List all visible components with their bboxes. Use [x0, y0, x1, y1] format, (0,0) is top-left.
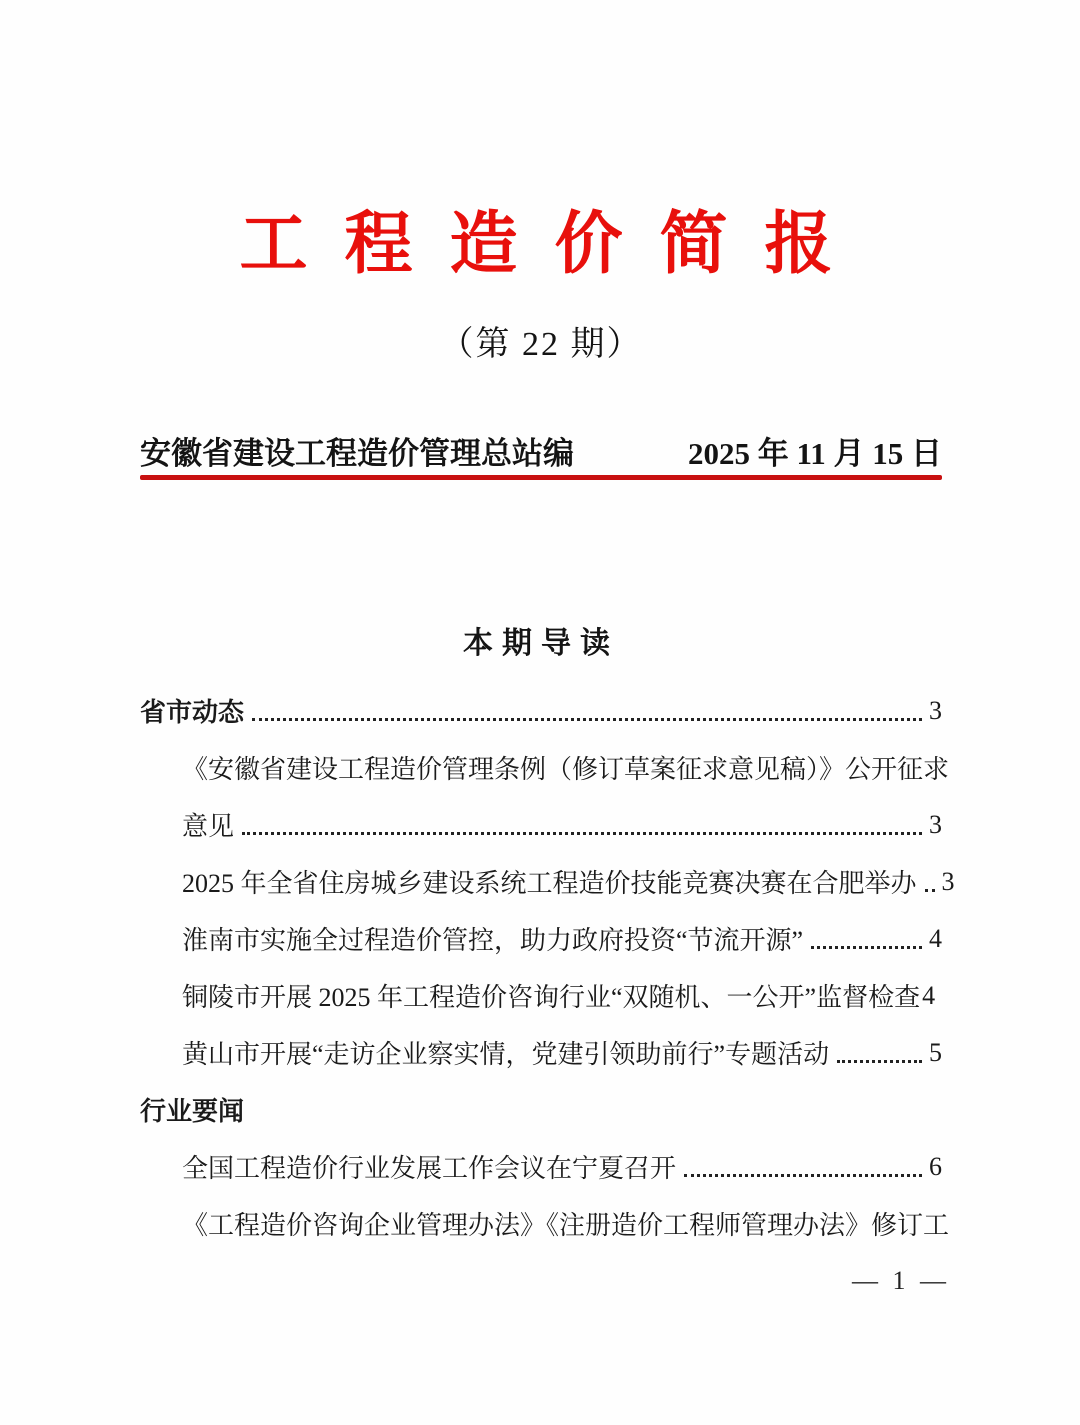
- toc-entry: [182, 1138, 942, 1195]
- editor-name: 安徽省建设工程造价管理总站编: [140, 436, 574, 471]
- toc-entry-text: 行业要闻: [140, 1097, 245, 1126]
- toc-entry-text: 《工程造价咨询企业管理办法》《注册造价工程师管理办法》修订工: [182, 1211, 950, 1240]
- toc-dot-leader: [925, 889, 935, 892]
- issue-number: （第 22 期）: [439, 326, 643, 363]
- masthead-row: [140, 437, 942, 471]
- toc-entry-text: 黄山市开展“走访企业察实情，党建引领助前行”专题活动: [182, 1040, 830, 1069]
- toc-dot-leader: [684, 1174, 922, 1177]
- toc-entry-text: 2025 年全省住房城乡建设系统工程造价技能竞赛决赛在合肥举办: [182, 869, 917, 898]
- footer-page-number: — 1 —: [852, 1266, 950, 1295]
- toc-entry: [182, 910, 942, 967]
- toc-entry-text: 全国工程造价行业发展工作会议在宁夏召开: [182, 1154, 677, 1183]
- toc-entry-text: 意见: [182, 812, 235, 841]
- toc-entry: [182, 739, 950, 796]
- toc-entry: [182, 967, 942, 1024]
- toc-entry: [182, 1024, 942, 1081]
- toc-entry-page-number: 5: [929, 1037, 942, 1067]
- toc-dot-leader: [242, 832, 922, 835]
- toc-entry-page-number: 3: [929, 809, 942, 839]
- toc-entry: [182, 796, 942, 853]
- toc-dot-leader: [837, 1060, 922, 1063]
- toc-entry-page-number: 3: [941, 866, 955, 896]
- publication-date: 2025 年 11 月 15 日: [687, 436, 942, 471]
- toc-dot-leader: [811, 946, 922, 949]
- toc-entry: [182, 853, 955, 910]
- toc-entry-page-number: 3: [929, 695, 942, 725]
- toc-entry-text: 《安徽省建设工程造价管理条例（修订草案征求意见稿）》公开征求: [182, 755, 950, 784]
- toc-dot-leader: [252, 718, 922, 721]
- toc-heading: 本期导读: [463, 627, 619, 660]
- toc-entry: [140, 1081, 942, 1138]
- toc-entry-text: 淮南市实施全过程造价管控，助力政府投资“节流开源”: [182, 926, 804, 955]
- toc-entry: [182, 1195, 950, 1252]
- toc-entry-text: 省市动态: [140, 698, 245, 727]
- toc-entry-page-number: 6: [929, 1151, 942, 1181]
- page-title: 工 程 造 价 简 报: [239, 206, 843, 282]
- toc-entry-text: 铜陵市开展 2025 年工程造价咨询行业“双随机、一公开”监督检查: [182, 983, 921, 1012]
- toc-entry-page-number: 4: [929, 923, 942, 953]
- red-divider-rule: [140, 475, 942, 480]
- toc-entry: [140, 682, 942, 739]
- toc-list: [140, 682, 955, 1252]
- toc-entry-page-number: 4: [922, 980, 936, 1010]
- page-content: [0, 205, 1080, 1252]
